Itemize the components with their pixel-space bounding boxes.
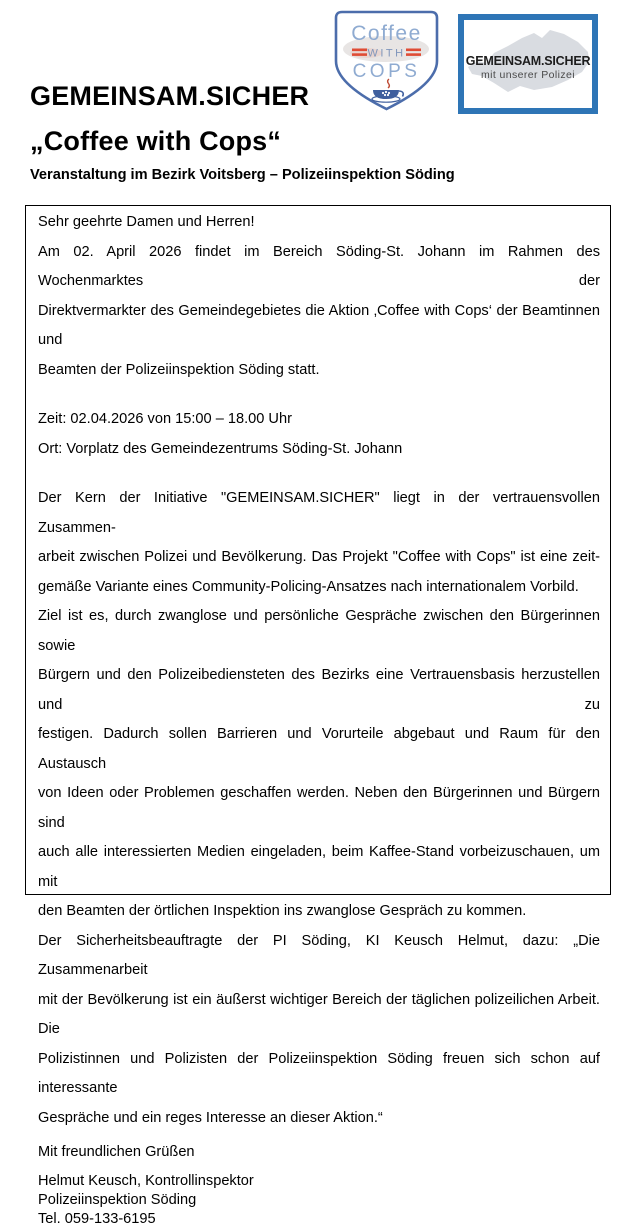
letter-line: festigen. Dadurch sollen Barrieren und Vorurteile abgebaut und Raum für den Austausch <box>38 726 600 772</box>
letter-line: von Ideen oder Problemen geschaffen werden. Neben den Bürgerinnen und Bürgern sind <box>38 785 600 831</box>
letter-line: Der Sicherheitsbeauftragte der PI Söding, KI Keusch Helmut, dazu: „Die Zusammenarbeit <box>38 932 600 978</box>
page-title: GEMEINSAM.SICHER <box>30 81 310 111</box>
blank-line <box>38 1133 600 1143</box>
letter-line: gemäße Variante eines Community-Policing-Ansatzes nach internationalem Vorbild. <box>38 578 579 595</box>
letter-line: Zeit: 02.04.2026 von 15:00 – 18.00 Uhr <box>38 411 292 427</box>
letter-line: mit der Bevölkerung ist ein äußerst wichtiger Bereich der täglichen polizeilichen Arbeit. Die <box>38 991 600 1037</box>
letter-line: den Beamten der örtlichen Inspektion ins zwanglose Gespräch zu kommen. <box>38 903 527 919</box>
blank-line <box>38 464 600 484</box>
letter-line: Polizeiinspektion Söding <box>38 1192 197 1208</box>
letter-line: Bürgern und den Polizeibediensteten des Bezirks eine Vertrauensbasis herzustellen und zu <box>38 667 600 713</box>
coffee-with-cops-logo <box>330 9 443 112</box>
letter-body-box <box>25 205 611 1227</box>
letter-line: Sehr geehrte Damen und Herren! <box>38 214 255 230</box>
gs-logo-tagline: mit unserer Polizei <box>481 68 575 81</box>
letter-line: Ort: Vorplatz des Gemeindezentrums Söding-St. Johann <box>38 440 403 457</box>
blank-line <box>38 385 600 405</box>
letter-line: Helmut Keusch, Kontrollinspektor <box>38 1173 254 1189</box>
gs-logo-title: GEMEINSAM.SICHER <box>465 53 591 68</box>
letter-line: Am 02. April 2026 findet im Bereich Söding-St. Johann im Rahmen des Wochenmarktes der <box>38 243 600 289</box>
letter-line: Polizistinnen und Polizisten der Polizeiinspektion Söding freuen sich schon auf interessante <box>38 1050 600 1096</box>
shield-word-cops: COPS <box>352 61 421 82</box>
letter-line: Der Kern der Initiative "GEMEINSAM.SICHER" liegt in der vertrauensvollen Zusammen- <box>38 490 600 536</box>
event-description-line: Veranstaltung im Bezirk Voitsberg – Polizeiinspektion Söding <box>30 167 455 183</box>
gemeinsam-sicher-logo <box>458 14 598 114</box>
letter-line: Gespräche und ein reges Interesse an dieser Aktion.“ <box>38 1109 383 1126</box>
shield-word-coffee: Coffee <box>351 22 422 45</box>
letter-line: Direktvermarkter des Gemeindegebietes die Aktion ‚Coffee with Cops‘ der Beamtinnen und <box>38 302 600 348</box>
page-subtitle: „Coffee with Cops“ <box>30 126 282 156</box>
letter-line: Tel. 059-133-6195 <box>38 1211 156 1227</box>
letter-line: Ziel ist es, durch zwanglose und persönliche Gespräche zwischen den Bürgerinnen sowie <box>38 608 600 654</box>
letter-line: Mit freundlichen Grüßen <box>38 1144 195 1160</box>
letter-line: auch alle interessierten Medien eingeladen, beim Kaffee-Stand vorbeizuschauen, um mit <box>38 844 600 890</box>
shield-icon <box>330 9 443 112</box>
blank-line <box>38 1162 600 1172</box>
letter-line: Beamten der Polizeiinspektion Söding statt. <box>38 361 320 378</box>
letter-line: arbeit zwischen Polizei und Bevölkerung. Das Projekt "Coffee with Cops" ist eine zeit- <box>38 549 600 565</box>
shield-word-with: WITH <box>367 47 406 60</box>
